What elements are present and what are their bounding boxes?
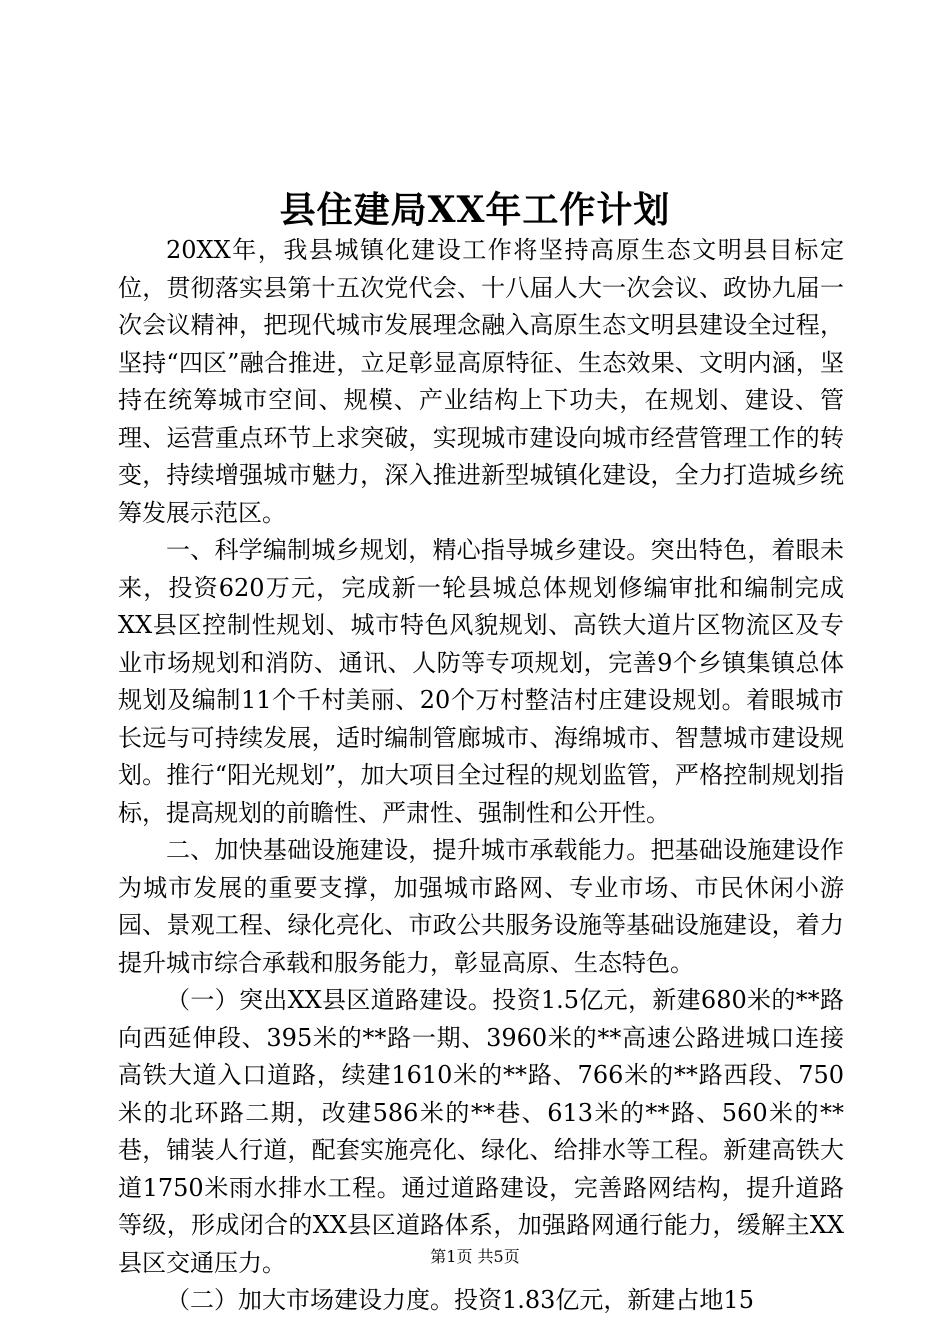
paragraph-subsection-2: （二）加大市场建设力度。投资1.83亿元，新建占地15 (166, 1286, 754, 1314)
document-body (118, 232, 844, 1320)
paragraph-section-2: 二、加快基础设施建设，提升城市承载能力。把基础设施建设作为城市发展的重要支撑，加强城市路网、专业市场、市民休闲小游园、景观工程、绿化亮化、市政公共服务设施等基础设施建设，着力提升城市综合承载和服务能力，彰显高原、生态特色。 (118, 836, 844, 977)
document-title: 县住建局XX年工作计划 (279, 189, 671, 231)
paragraph-subsection-1: （一）突出XX县区道路建设。投资1.5亿元，新建680米的**路向西延伸段、395米的**路一期、3960米的**高速公路进城口连接高铁大道入口道路，续建1610米的**路、766米的**路西段、750米的北环路二期，改建586米的**巷、613米的**路、560米的**巷，铺装人行道，配套实施亮化、绿化、给排水等工程。新建高铁大道1750米雨水排水工程。通过道路建设，完善路网结构，提升道路等级，形成闭合的XX县区道路体系，加强路网通行能力，缓解主XX县区交通压力。 (118, 986, 844, 1277)
page-number-footer: 第1页 共5页 (430, 1247, 520, 1266)
paragraph-intro: 20XX年，我县城镇化建设工作将坚持高原生态文明县目标定位，贯彻落实县第十五次党代会、十八届人大一次会议、政协九届一次会议精神，把现代城市发展理念融入高原生态文明县建设全过程，坚持“四区”融合推进，立足彰显高原特征、生态效果、文明内涵，坚持在统筹城市空间、规模、产业结构上下功夫，在规划、建设、管理、运营重点环节上求突破，实现城市建设向城市经营管理工作的转变，持续增强城市魅力，深入推进新型城镇化建设，全力打造城乡统筹发展示范区。 (118, 236, 844, 527)
paragraph-section-1: 一、科学编制城乡规划，精心指导城乡建设。突出特色，着眼未来，投资620万元，完成新一轮县城总体规划修编审批和编制完成XX县区控制性规划、城市特色风貌规划、高铁大道片区物流区及专业市场规划和消防、通讯、人防等专项规划，完善9个乡镇集镇总体规划及编制11个千村美丽、20个万村整洁村庄建设规划。着眼城市长远与可持续发展，适时编制管廊城市、海绵城市、智慧城市建设规划。推行“阳光规划”，加大项目全过程的规划监管，严格控制规划指标，提高规划的前瞻性、严肃性、强制性和公开性。 (118, 536, 844, 827)
